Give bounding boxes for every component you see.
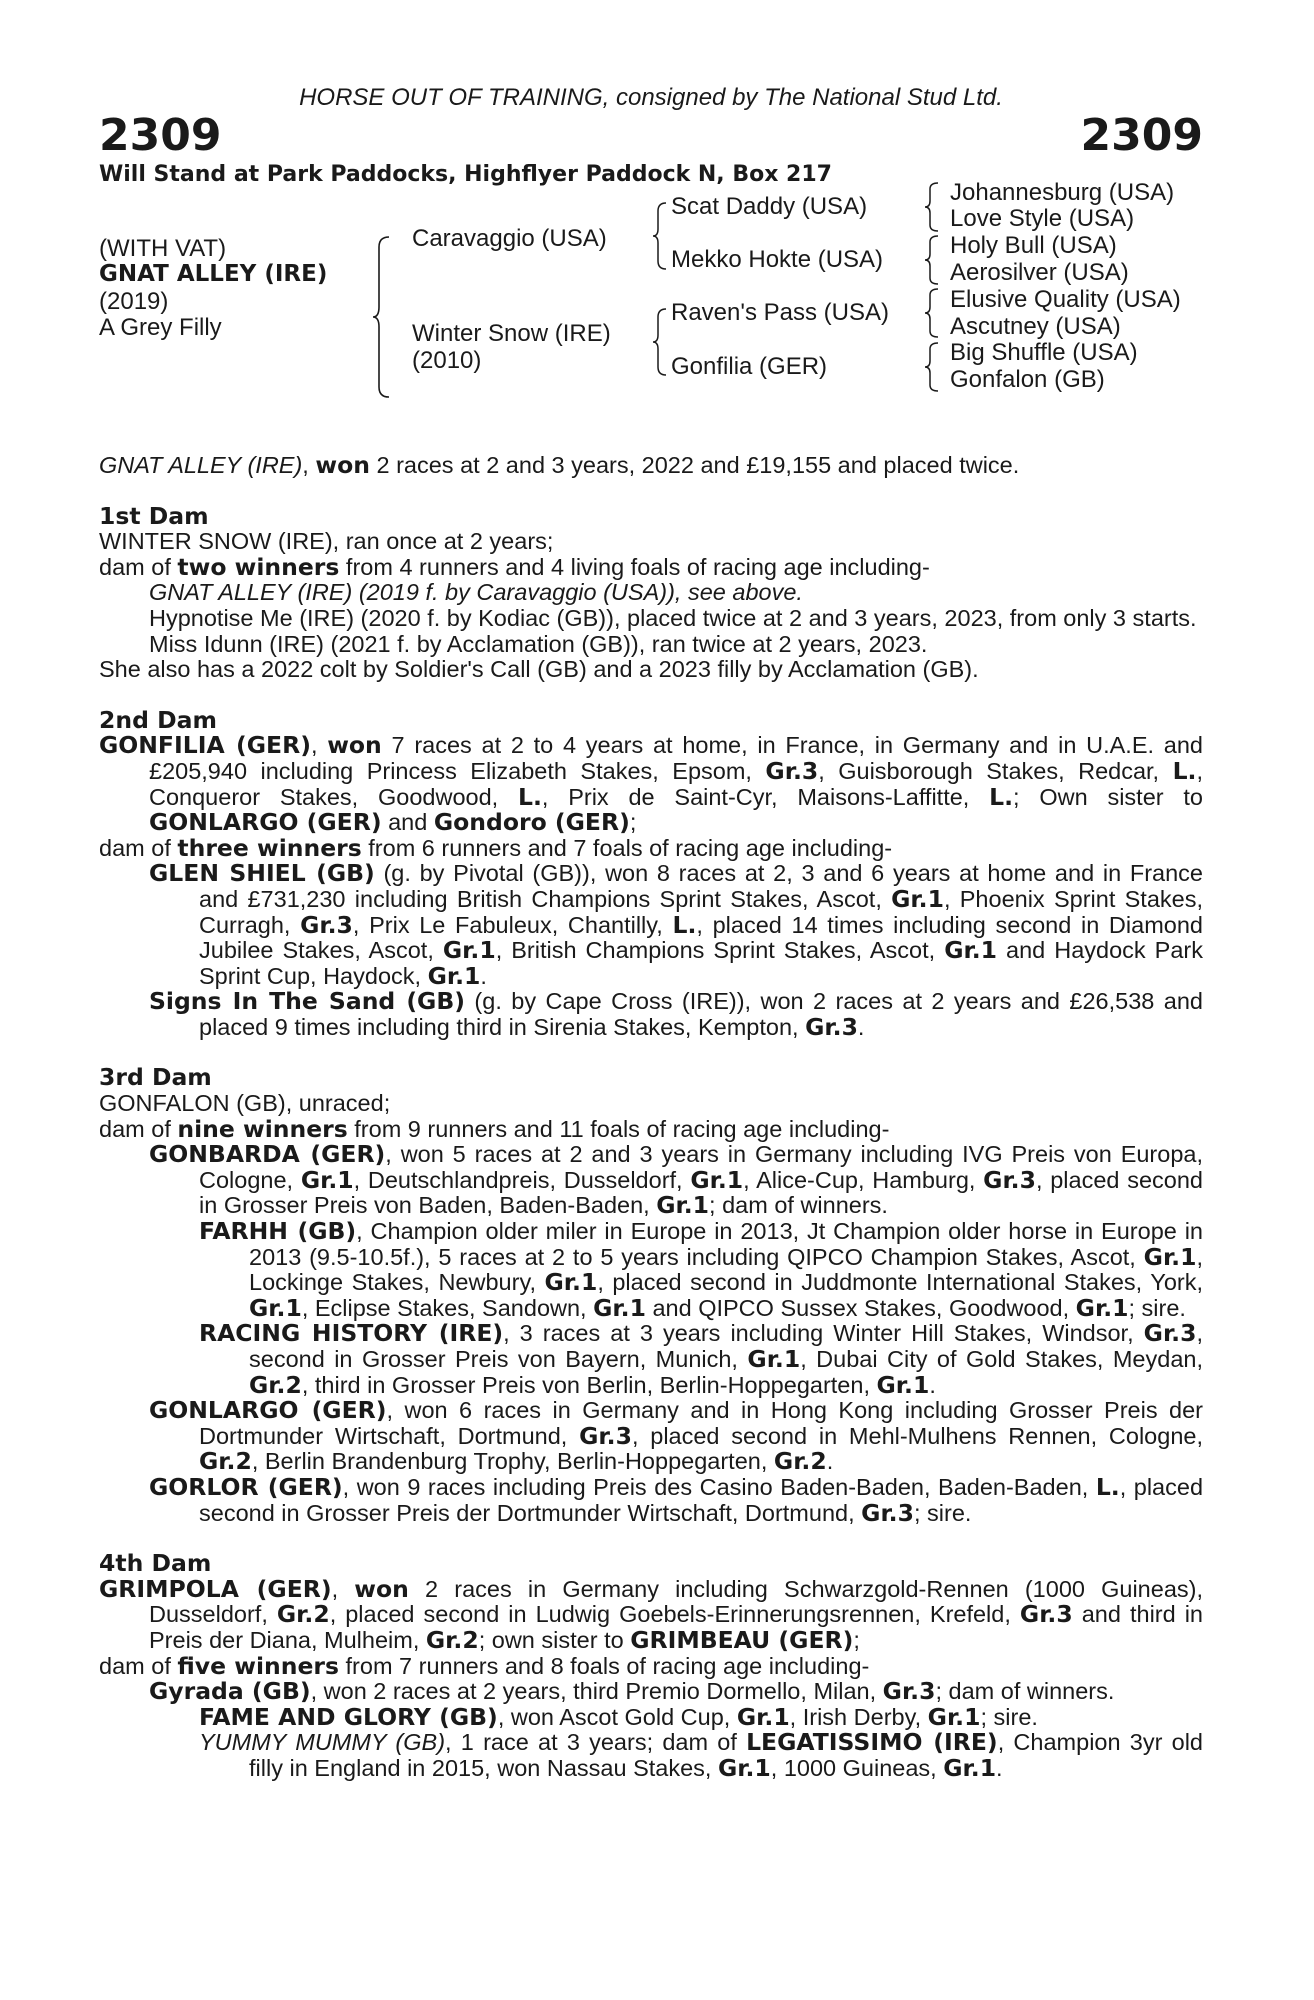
- second-dam-record: GONFILIA (GER), won 7 races at 2 to 4 years at home, in France, in Germany and in U.A.E. and £205,940 including Princess Elizabeth Stakes, Epsom, Gr.3, Guisborough Stakes, Redcar, L., Conqueror Stakes, Goodwood, L., Prix de Saint-Cyr, Maisons-Laffitte, L.; Own sister to GONLARGO (GER) and Gondoro (GER);: [99, 731, 1203, 837]
- second-dam-section: [99, 705, 1203, 1041]
- horse-sex: A Grey Filly: [99, 314, 222, 341]
- sire-sire: Scat Daddy (USA): [671, 193, 868, 220]
- dam-dam: Gonfilia (GER): [671, 353, 828, 380]
- dam-year: (2010): [412, 347, 482, 374]
- ssd: Love Style (USA): [950, 205, 1135, 232]
- brace-sire: [651, 201, 669, 271]
- dss: Elusive Quality (USA): [950, 286, 1181, 313]
- third-dam-heading: 3rd Dam: [99, 1063, 212, 1092]
- sire-dam: Mekko Hokte (USA): [671, 246, 884, 273]
- brace-main: [371, 235, 393, 399]
- first-dam-also: She also has a 2022 colt by Soldier's Call (GB) and a 2023 filly by Acclamation (GB).: [99, 656, 979, 683]
- second-dam-produce: dam of three winners from 6 runners and 7 foals of racing age including-: [99, 833, 893, 862]
- brace-ds: [923, 287, 941, 339]
- third-dam-foal-gorlor: GORLOR (GER), won 9 races including Preis des Casino Baden-Baden, Baden-Baden, L., placed second in Grosser Preis der Dortmunder Wirtschaft, Dortmund, Gr.3; sire.: [149, 1472, 1204, 1527]
- fourth-dam-section: [99, 1551, 1203, 1781]
- first-dam-produce: dam of two winners from 4 runners and 4 living foals of racing age including-: [99, 552, 930, 581]
- first-dam-section: [99, 501, 1203, 683]
- fourth-dam-record: GRIMPOLA (GER), won 2 races in Germany including Schwarzgold-Rennen (1000 Guineas), Dusseldorf, Gr.2, placed second in Ludwig Goebels-Erinnerungsrennen, Krefeld, Gr.3 and third in Preis der Diana, Mulheim, Gr.2; own sister to GRIMBEAU (GER);: [99, 1574, 1203, 1654]
- first-dam-foal-2: Hypnotise Me (IRE) (2020 f. by Kodiac (GB)), placed twice at 2 and 3 years, 2023, from only 3 starts.: [149, 604, 1197, 631]
- stand-location: Will Stand at Park Paddocks, Highflyer Paddock N, Box 217: [99, 162, 832, 187]
- dam-sire: Raven's Pass (USA): [671, 299, 889, 326]
- lot-number-row: [99, 110, 1203, 162]
- second-dam-foal-2: Signs In The Sand (GB) (g. by Cape Cross (IRE)), won 2 races at 2 years and £26,538 and placed 9 times including third in Sirenia Stakes, Kempton, Gr.3.: [149, 987, 1203, 1041]
- second-dam-heading: 2nd Dam: [99, 705, 217, 734]
- third-dam-grandfoal-farhh: FARHH (GB), Champion older miler in Europe in 2013, Jt Champion older horse in Europe in 2013 (9.5-10.5f.), 5 races at 2 to 5 years including QIPCO Champion Stakes, Ascot, Gr.1, Lockinge Stakes, Newbury, Gr.1, placed second in Juddmonte International Stakes, York, Gr.1, Eclipse Stakes, Sandown, Gr.1 and QIPCO Sussex Stakes, Goodwood, Gr.1; sire.: [199, 1217, 1203, 1322]
- third-dam-section: [99, 1065, 1203, 1526]
- second-dam-foal-1: GLEN SHIEL (GB) (g. by Pivotal (GB)), won 8 races at 2, 3 and 6 years at home and in France and £731,230 including British Champions Sprint Stakes, Ascot, Gr.1, Phoenix Sprint Stakes, Curragh, Gr.3, Prix Le Fabuleux, Chantilly, L., placed 14 times including second in Diamond Jubilee Stakes, Ascot, Gr.1, British Champions Sprint Stakes, Ascot, Gr.1 and Haydock Park Sprint Cup, Haydock, Gr.1.: [149, 859, 1203, 990]
- sdd: Aerosilver (USA): [950, 259, 1129, 286]
- sds: Holy Bull (USA): [950, 232, 1117, 259]
- horse-name: GNAT ALLEY (IRE): [99, 261, 328, 287]
- race-summary: GNAT ALLEY (IRE), won 2 races at 2 and 3 years, 2022 and £19,155 and placed twice.: [99, 451, 1020, 479]
- fourth-dam-heading: 4th Dam: [99, 1549, 212, 1578]
- vat-label: (WITH VAT): [99, 235, 227, 262]
- brace-sd: [923, 234, 941, 286]
- first-dam-foal-1: GNAT ALLEY (IRE) (2019 f. by Caravaggio (USA)), see above.: [149, 579, 803, 606]
- sss: Johannesburg (USA): [950, 179, 1175, 206]
- third-dam-grandfoal-racing-history: RACING HISTORY (IRE), 3 races at 3 years including Winter Hill Stakes, Windsor, Gr.3, second in Grosser Preis von Bayern, Munich, Gr.1, Dubai City of Gold Stakes, Meydan, Gr.2, third in Grosser Preis von Berlin, Berlin-Hoppegarten, Gr.1.: [199, 1319, 1203, 1399]
- foaling-year: (2019): [99, 288, 169, 315]
- third-dam-foal-gonbarda: GONBARDA (GER), won 5 races at 2 and 3 years in Germany including IVG Preis von Europa, Cologne, Gr.1, Deutschlandpreis, Dusseldorf, Gr.1, Alice-Cup, Hamburg, Gr.3, placed second in Grosser Preis von Baden, Baden-Baden, Gr.1; dam of winners.: [149, 1140, 1203, 1220]
- first-dam-line: WINTER SNOW (IRE), ran once at 2 years;: [99, 528, 554, 555]
- brace-ss: [923, 181, 941, 233]
- catalogue-page: [99, 84, 1203, 1782]
- lot-number-right: 2309: [1080, 110, 1203, 161]
- brace-dam: [651, 307, 669, 377]
- first-dam-foal-3: Miss Idunn (IRE) (2021 f. by Acclamation (GB)), ran twice at 2 years, 2023.: [149, 630, 928, 657]
- sire: Caravaggio (USA): [412, 225, 607, 252]
- fourth-dam-grandfoal-fame-and-glory: FAME AND GLORY (GB), won Ascot Gold Cup, Gr.1, Irish Derby, Gr.1; sire.: [199, 1702, 1038, 1731]
- consignor-line: HORSE OUT OF TRAINING, consigned by The National Stud Ltd.: [299, 84, 1003, 111]
- dam: Winter Snow (IRE): [412, 320, 611, 347]
- first-dam-heading: 1st Dam: [99, 501, 209, 530]
- fourth-dam-foal-gyrada: Gyrada (GB), won 2 races at 2 years, third Premio Dormello, Milan, Gr.3; dam of winners.: [149, 1677, 1115, 1706]
- brace-dd: [923, 341, 941, 393]
- third-dam-produce: dam of nine winners from 9 runners and 11 foals of racing age including-: [99, 1114, 890, 1143]
- dds: Big Shuffle (USA): [950, 339, 1138, 366]
- pedigree-chart: [99, 179, 1203, 407]
- third-dam-foal-gonlargo: GONLARGO (GER), won 6 races in Germany and in Hong Kong including Grosser Preis der Dortmunder Wirtschaft, Dortmund, Gr.3, placed second in Mehl-Mulhens Rennen, Cologne, Gr.2, Berlin Brandenburg Trophy, Berlin-Hoppegarten, Gr.2.: [149, 1396, 1203, 1476]
- ddd: Gonfalon (GB): [950, 366, 1105, 393]
- lot-number-left: 2309: [99, 110, 222, 161]
- fourth-dam-grandfoal-yummy-mummy: YUMMY MUMMY (GB), 1 race at 3 years; dam of LEGATISSIMO (IRE), Champion 3yr old filly in England in 2015, won Nassau Stakes, Gr.1, 1000 Guineas, Gr.1.: [199, 1728, 1203, 1782]
- fourth-dam-produce: dam of five winners from 7 runners and 8 foals of racing age including-: [99, 1651, 870, 1680]
- third-dam-line: GONFALON (GB), unraced;: [99, 1090, 391, 1117]
- dsd: Ascutney (USA): [950, 313, 1121, 340]
